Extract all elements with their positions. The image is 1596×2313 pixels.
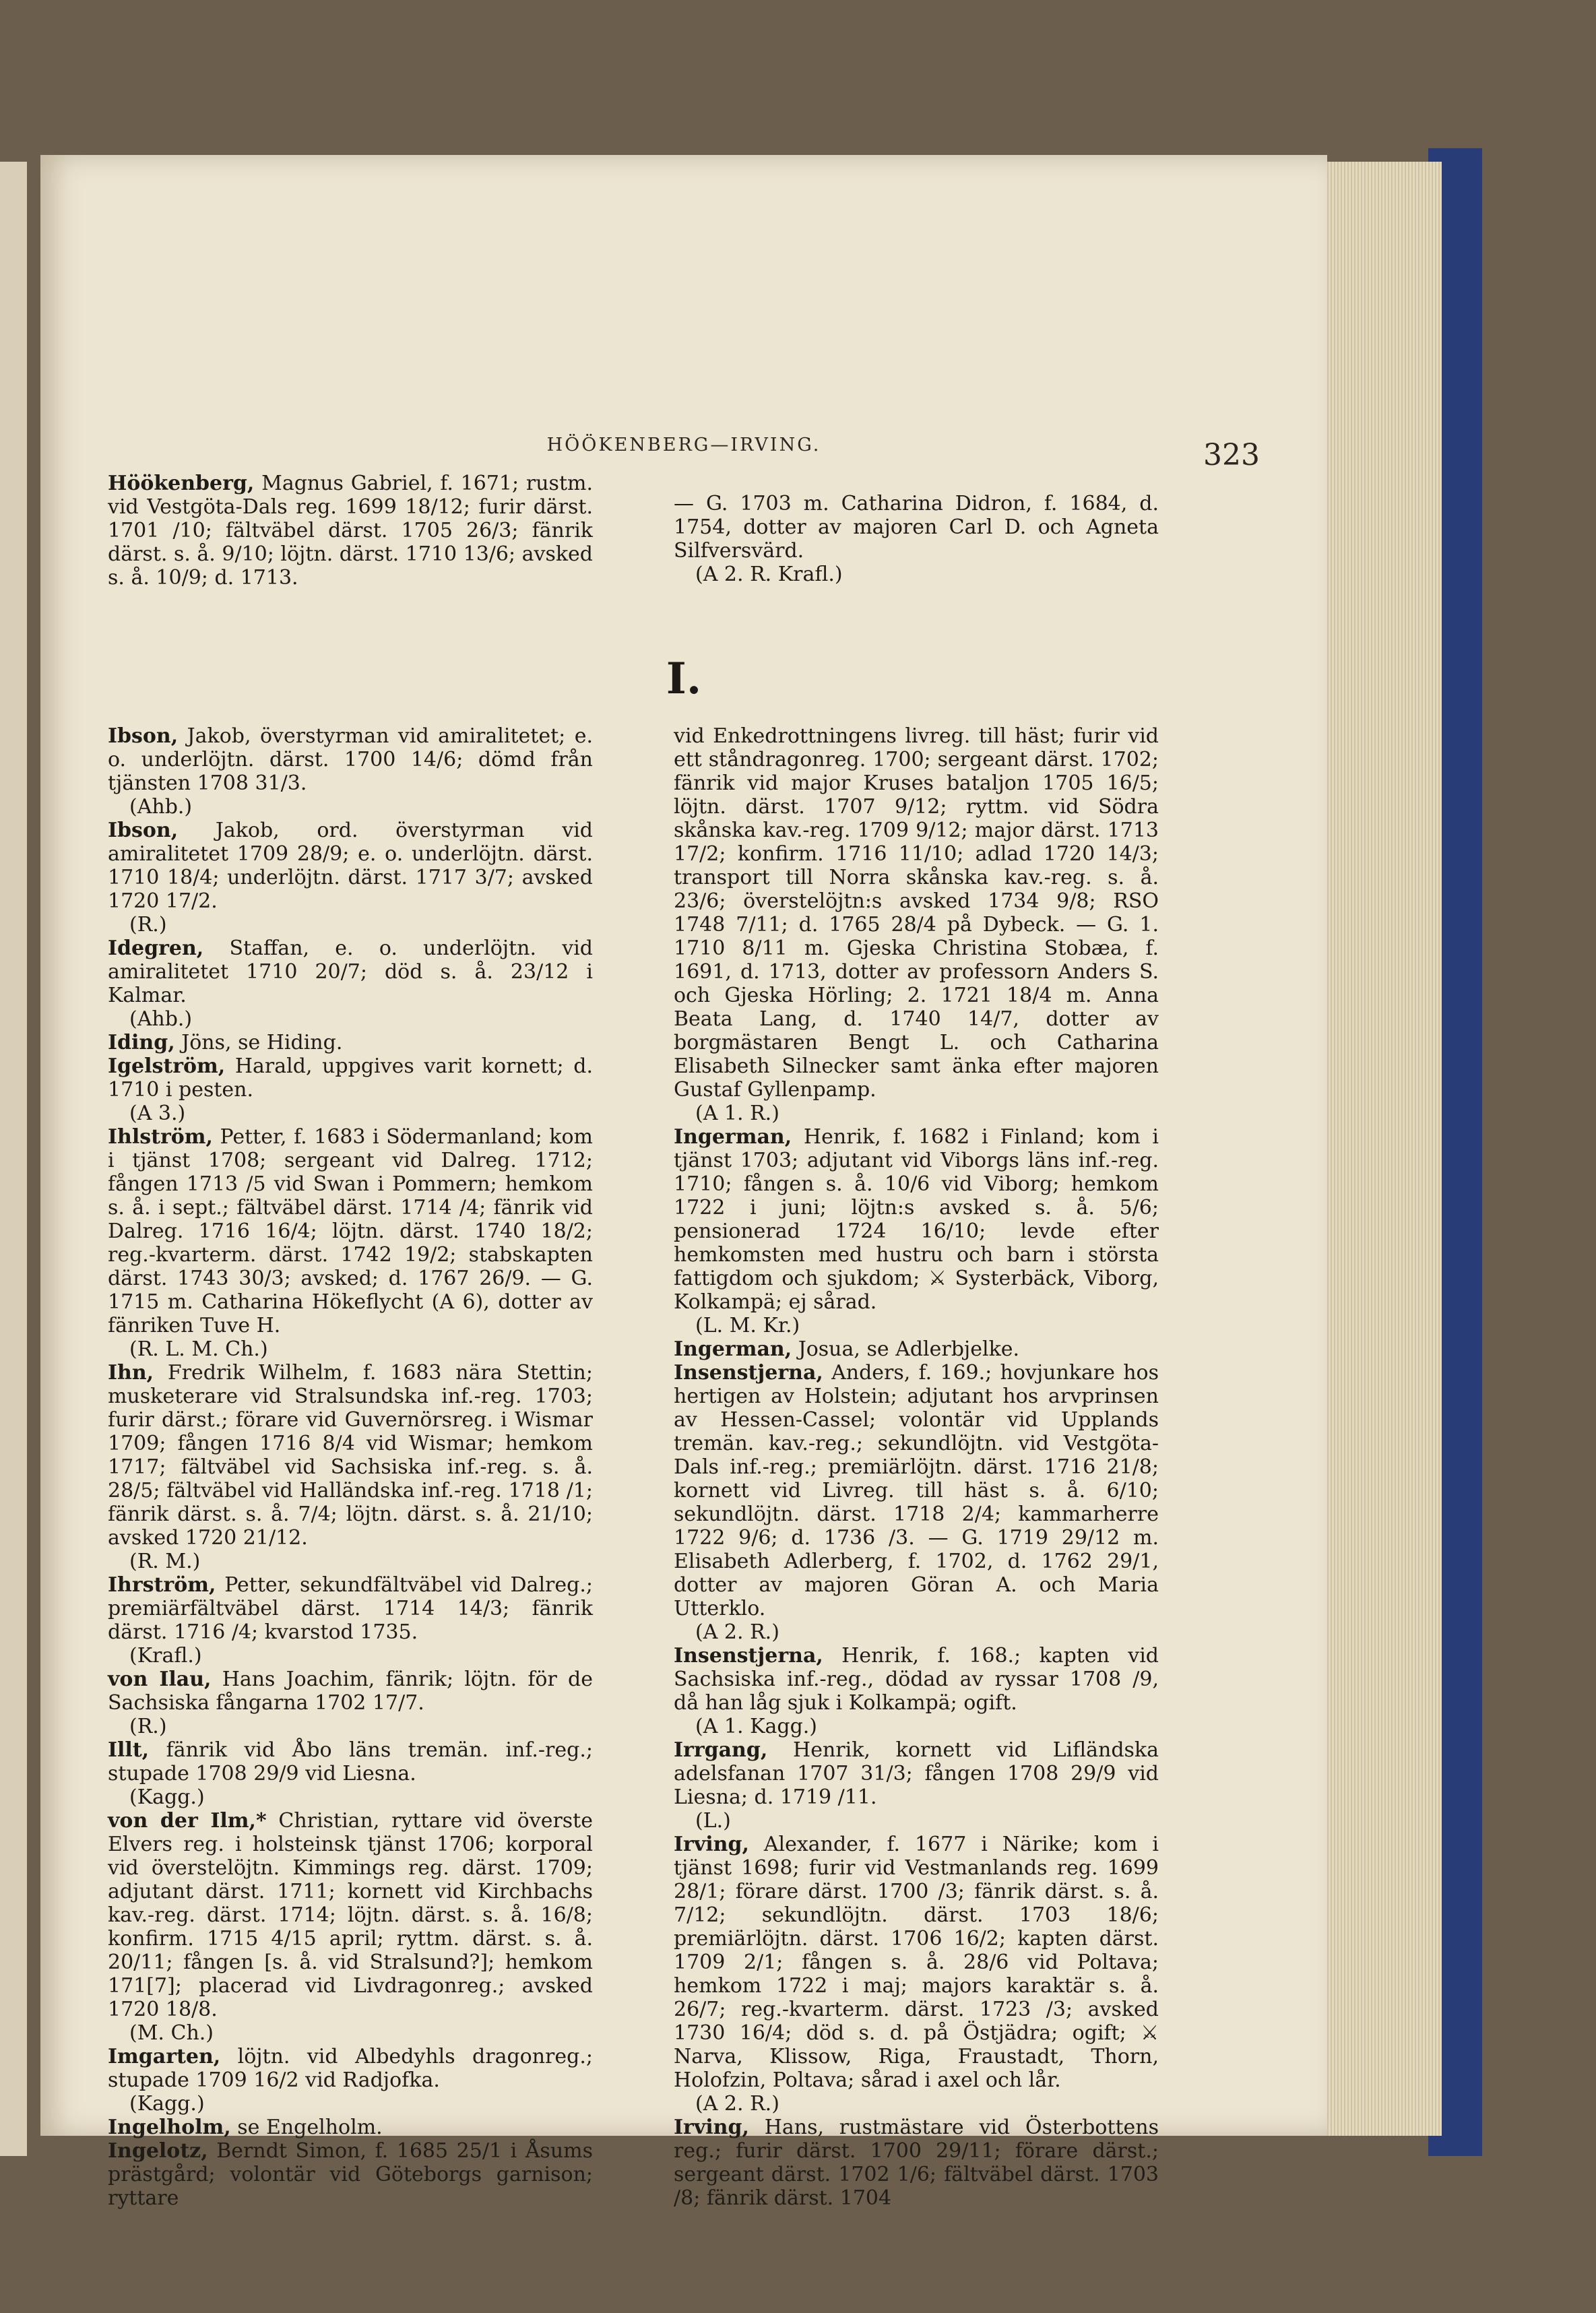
entry	[108, 1031, 593, 1054]
entry-body	[108, 1668, 593, 1715]
entry-text: Anders, f. 169.; hovjunkare hos hertigen av Holstein; adjutant hos arvprinsen av Hessen-Cassel; volontär vid Upplands tremän. kav.-reg.; sekundlöjtn. vid Vestgöta-Dals inf.-reg.; premiärlöjtn. därst. 1716 21/8; kornett vid Livreg. till häst s. å. 6/10; sekundlöjtn. därst. 1718 2/4; kammarherre 1722 9/6; d. 1736 /3. — G. 1719 29/12 m. Elisabeth Adlerberg, f. 1702, d. 1762 29/1, dotter av majoren Göran A. och Maria Utterklo.	[674, 1361, 1159, 1620]
entry-name: Ingerman,	[674, 1125, 792, 1149]
entry-name: Ibson,	[108, 819, 179, 842]
entry-text: Hans, rustmästare vid Österbottens reg.; furir därst. 1700 29/11; förare därst.; sergeant därst. 1702 1/6; fältväbel därst. 1703 /8; fänrik därst. 1704	[674, 2116, 1159, 2210]
entry-body	[674, 2116, 1159, 2210]
entry-body	[108, 937, 593, 1007]
entry	[108, 937, 593, 1031]
entry	[674, 2116, 1159, 2210]
entry	[108, 1125, 593, 1361]
entry-text: löjtn. vid Albedyhls dragonreg.; stupade 1709 16/2 vid Radjofka.	[108, 2045, 593, 2092]
section-letter: I.	[666, 654, 702, 704]
entry-name: Ihrström,	[108, 1573, 216, 1597]
entry-name: Insenstjerna,	[674, 1361, 823, 1385]
entry	[674, 492, 1159, 586]
entry	[108, 1361, 593, 1573]
entry-name: Idegren,	[108, 937, 204, 960]
entry-body	[674, 1833, 1159, 2092]
entry-source: (L.)	[695, 1809, 731, 1833]
entry-body	[108, 1738, 593, 1785]
entry-name: Ihlström,	[108, 1125, 213, 1149]
entry	[108, 2045, 593, 2116]
entry-source: (Ahb.)	[129, 1007, 193, 1031]
entry-name: Ingelotz,	[108, 2139, 208, 2163]
entry-text: vid Enkedrottningens livreg. till häst; furir vid ett ståndragonreg. 1700; sergeant därst. 1702; fänrik vid major Kruses bataljon 1705 16/5; löjtn. därst. 1707 9/12; ryttm. vid Södra skånska kav.-reg. 1709 9/12; major därst. 1713 17/2; konfirm. 1716 11/10; adlad 1720 14/3; transport till Norra skånska kav.-reg. s. å. 23/6; överstelöjtn:s avsked 1734 9/8; RSO 1748 7/11; d. 1765 28/4 på Dybeck. — G. 1. 1710 8/11 m. Gjeska Christina Stobæa, f. 1691, d. 1713, dotter av professorn Anders S. och Gjeska Hörling; 2. 1721 18/4 m. Anna Beata Lang, d. 1740 14/7, dotter av borgmästaren Bengt L. och Catharina Elisabeth Silnecker samt änka efter majoren Gustaf Gyllenpamp.	[674, 724, 1159, 1102]
right-column	[674, 724, 1159, 2210]
entry-source: (A 2. R.)	[695, 2092, 779, 2116]
page-number: 323	[1203, 438, 1260, 472]
entry-name: Irrgang,	[674, 1738, 768, 1762]
entry-source: (R. M.)	[129, 1550, 201, 1573]
entry-text: Jakob, överstyrman vid amiralitetet; e. o. underlöjtn. därst. 1700 14/6; dömd från tjänsten 1708 31/3.	[108, 724, 593, 795]
entry-source: (A 3.)	[129, 1102, 186, 1125]
entry-body	[108, 1031, 593, 1054]
entry-text: Josua, se Adlerbjelke.	[798, 1337, 1020, 1361]
entry	[108, 1054, 593, 1125]
entry-text: Henrik, kornett vid Lifländska adelsfanan 1707 31/3; fången 1708 29/9 vid Liesna; d. 1719 /11.	[674, 1738, 1159, 1809]
entry-body	[108, 2116, 593, 2139]
entry-name: Ingelholm,	[108, 2116, 231, 2139]
entry-text: Berndt Simon, f. 1685 25/1 i Åsums prästgård; volontär vid Göteborgs garnison; ryttare	[108, 2139, 593, 2210]
entry	[108, 2116, 593, 2139]
entry	[108, 1738, 593, 1809]
entry-body	[674, 492, 1159, 563]
entry-text: Harald, uppgives varit kornett; d. 1710 i pesten.	[108, 1054, 593, 1102]
entry	[674, 724, 1159, 1125]
entry-source: (R.)	[129, 1715, 167, 1738]
entry-body	[674, 1361, 1159, 1620]
entry-text: se Engelholm.	[237, 2116, 383, 2139]
entry-body	[674, 1738, 1159, 1809]
entry	[108, 1668, 593, 1738]
top-left-column	[108, 472, 593, 590]
entry	[674, 1644, 1159, 1738]
entry-body	[108, 1809, 593, 2021]
entry	[108, 1573, 593, 1668]
entry	[108, 2139, 593, 2210]
entry-text: Hans Joachim, fänrik; löjtn. för de Sachsiska fångarna 1702 17/7.	[108, 1668, 593, 1715]
entry-name: Ingerman,	[674, 1337, 792, 1361]
entry-source: (Ahb.)	[129, 795, 193, 819]
entry	[674, 1361, 1159, 1644]
running-header: HÖÖKENBERG—IRVING.	[546, 435, 821, 455]
entry-body	[674, 1125, 1159, 1314]
entry	[108, 819, 593, 937]
entry	[674, 1833, 1159, 2116]
entry-name: Illt,	[108, 1738, 150, 1762]
entry-source: (R.)	[129, 913, 167, 937]
entry-name: Irving,	[674, 1833, 749, 1856]
entry-body	[108, 724, 593, 795]
entry-source: (A 2. R. Krafl.)	[695, 563, 843, 586]
entry-body	[108, 1361, 593, 1550]
entry-text: — G. 1703 m. Catharina Didron, f. 1684, d. 1754, dotter av majoren Carl D. och Agneta Silfversvärd.	[674, 492, 1159, 563]
entry-text: Christian, ryttare vid överste Elvers reg. i holsteinsk tjänst 1706; korporal vid överstelöjtn. Kimmings reg. därst. 1709; adjutant därst. 1711; kornett vid Kirchbachs kav.-reg. därst. 1714; löjtn. därst. s. å. 16/8; konfirm. 1715 4/15 april; ryttm. därst. s. å. 20/11; fången [s. å. vid Stralsund?]; hemkom 171[7]; placerad vid Livdragonreg.; avsked 1720 18/8.	[108, 1809, 593, 2021]
entry-name: von der Ilm,*	[108, 1809, 267, 1833]
entry-text: Fredrik Wilhelm, f. 1683 nära Stettin; musketerare vid Stralsundska inf.-reg. 1703; furir därst.; förare vid Guvernörsreg. i Wismar 1709; fången 1716 8/4 vid Wismar; hemkom 1717; fältväbel vid Sachsiska inf.-reg. s. å. 28/5; fältväbel vid Halländska inf.-reg. 1718 /1; fänrik därst. s. å. 7/4; löjtn. därst. s. å. 21/10; avsked 1720 21/12.	[108, 1361, 593, 1550]
entry-text: Henrik, f. 168.; kapten vid Sachsiska inf.-reg., dödad av ryssar 1708 /9, då han låg sjuk i Kolkampä; ogift.	[674, 1644, 1159, 1715]
entry-source: (L. M. Kr.)	[695, 1314, 800, 1337]
entry-body	[108, 1573, 593, 1644]
entry-source: (Krafl.)	[129, 1644, 202, 1668]
entry-source: (M. Ch.)	[129, 2021, 214, 2045]
entry-text: Staffan, e. o. underlöjtn. vid amiralitetet 1710 20/7; död s. å. 23/12 i Kalmar.	[108, 937, 593, 1007]
entry-name: Ibson,	[108, 724, 179, 748]
entry-name: Irving,	[674, 2116, 749, 2139]
entry	[674, 1738, 1159, 1833]
entry-text: Magnus Gabriel, f. 1671; rustm. vid Vestgöta-Dals reg. 1699 18/12; furir därst. 1701 /10; fältväbel därst. 1705 26/3; fänrik därst. s. å. 9/10; löjtn. därst. 1710 13/6; avsked s. å. 10/9; d. 1713.	[108, 472, 594, 590]
entry-source: (Kagg.)	[129, 2092, 205, 2116]
entry-text: Petter, sekundfältväbel vid Dalreg.; premiärfältväbel därst. 1714 14/3; fänrik därst. 1716 /4; kvarstod 1735.	[108, 1573, 593, 1644]
entry	[674, 1125, 1159, 1337]
entry-text: fänrik vid Åbo läns tremän. inf.-reg.; stupade 1708 29/9 vid Liesna.	[108, 1738, 593, 1785]
entry-name: Igelström,	[108, 1054, 226, 1078]
entry-body	[108, 2045, 593, 2092]
entry-name: Imgarten,	[108, 2045, 221, 2068]
entry-body	[108, 1054, 593, 1102]
entry	[108, 1809, 593, 2045]
entry-text: Jakob, ord. överstyrman vid amiralitetet 1709 28/9; e. o. underlöjtn. därst. 1710 18/4; underlöjtn. därst. 1717 3/7; avsked 1720 17/2.	[108, 819, 593, 913]
entry-text: Alexander, f. 1677 i Närike; kom i tjänst 1698; furir vid Vestmanlands reg. 1699 28/1; förare därst. 1700 /3; fänrik därst. s. å. 7/12; sekundlöjtn. därst. 1703 18/6; premiärlöjtn. därst. 1706 16/2; kapten därst. 1709 2/1; fången s. å. 28/6 vid Poltava; hemkom 1722 i maj; majors karaktär s. å. 26/7; reg.-kvarterm. därst. 1723 /3; avsked 1730 16/4; död s. d. på Östjädra; ogift; ⚔ Narva, Klissow, Riga, Fraustadt, Thorn, Holofzin, Poltava; sårad i axel och lår.	[674, 1833, 1159, 2092]
entry-name: von Ilau,	[108, 1668, 212, 1691]
entry-source: (A 2. R.)	[695, 1620, 779, 1644]
entry-source: (R. L. M. Ch.)	[129, 1337, 268, 1361]
left-column	[108, 724, 593, 2210]
entry-name: Iding,	[108, 1031, 175, 1054]
page-stack-edges	[1327, 162, 1442, 2136]
entry	[108, 472, 593, 590]
entry	[108, 724, 593, 819]
entry	[674, 1337, 1159, 1361]
entry-body	[674, 1644, 1159, 1715]
entry-text: Jöns, se Hiding.	[181, 1031, 343, 1054]
book-page	[40, 155, 1327, 2210]
entry-body	[108, 2139, 593, 2210]
facing-page-edge	[0, 162, 27, 2156]
entry-body	[108, 1125, 593, 1337]
entry-name: Ihn,	[108, 1361, 154, 1385]
top-right-column	[674, 492, 1159, 586]
entry-source: (A 1. Kagg.)	[695, 1715, 818, 1738]
entry-name: Höökenberg,	[108, 472, 255, 495]
entry-name: Insenstjerna,	[674, 1644, 823, 1668]
entry-source: (Kagg.)	[129, 1785, 205, 1809]
entry-text: Henrik, f. 1682 i Finland; kom i tjänst 1703; adjutant vid Viborgs läns inf.-reg. 1710; fången s. å. 10/6 vid Viborg; hemkom 1722 i juni; löjtn:s avsked s. å. 5/6; pensionerad 1724 16/10; levde efter hemkomsten med hustru och barn i största fattigdom och sjukdom; ⚔ Systerbäck, Viborg, Kolkampä; ej sårad.	[674, 1125, 1159, 1314]
entry-body	[674, 724, 1159, 1102]
entry-body	[674, 1337, 1159, 1361]
entry-body	[108, 472, 593, 590]
entry-source: (A 1. R.)	[695, 1102, 779, 1125]
entry-text: Petter, f. 1683 i Södermanland; kom i tjänst 1708; sergeant vid Dalreg. 1712; fången 1713 /5 vid Swan i Pommern; hemkom s. å. i sept.; fältväbel därst. 1714 /4; fänrik vid Dalreg. 1716 16/4; löjtn. därst. 1740 18/2; reg.-kvarterm. därst. 1742 19/2; stabskapten därst. 1743 30/3; avsked; d. 1767 26/9. — G. 1715 m. Catharina Hökeflycht (A 6), dotter av fänriken Tuve H.	[108, 1125, 593, 1337]
entry-body	[108, 819, 593, 913]
